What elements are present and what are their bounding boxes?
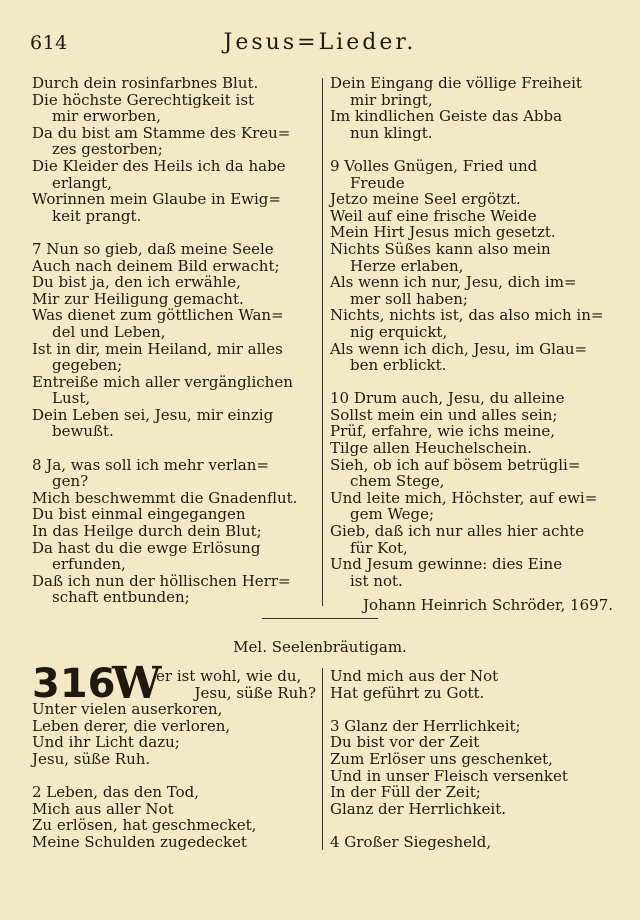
- verse-line: Jetzo meine Seel ergötzt.: [330, 190, 521, 209]
- verse-line: Du bist vor der Zeit: [330, 733, 480, 752]
- verse-line: erfunden,: [52, 555, 126, 574]
- verse-line: Und ihr Licht dazu;: [32, 733, 180, 752]
- author-attribution: Johann Heinrich Schröder, 1697.: [363, 596, 613, 615]
- verse-8-line: 8 Ja, was soll ich mehr verlan=: [32, 455, 269, 474]
- verse-line: Und leite mich, Höchster, auf ewi=: [330, 488, 598, 507]
- verse-line: Mein Hirt Jesus mich gesetzt.: [330, 223, 556, 242]
- verse-line: Nichts, nichts ist, das also mich in=: [330, 306, 604, 325]
- verse-line: mir erworben,: [52, 107, 161, 126]
- hymn-316-opening: [156, 668, 316, 701]
- verse-line: Was dienet zum göttlichen Wan=: [32, 306, 284, 325]
- verse-line: chem Stege,: [350, 472, 445, 491]
- verse-line: Jesu, süße Ruh.: [32, 749, 151, 768]
- verse-line: bewußt.: [52, 422, 114, 441]
- verse-line: Herze erlaben,: [350, 256, 464, 275]
- verse-line: gen?: [52, 472, 89, 491]
- left-column: [32, 75, 317, 606]
- verse-line: Lust,: [52, 389, 91, 408]
- verse-line: Und Jesum gewinne: dies Eine: [330, 555, 563, 574]
- hymn-316-heading: [32, 658, 317, 709]
- hymn-316-right-column: [330, 668, 615, 851]
- verse-line: Glanz der Herrlichkeit.: [330, 799, 506, 818]
- verse-line: Weil auf eine frische Weide: [330, 206, 537, 225]
- running-title: Jesus=Lieder.: [223, 30, 417, 55]
- verse-line: zes gestorben;: [52, 140, 163, 159]
- verse-line: Entreiße mich aller vergänglichen: [32, 372, 293, 391]
- hymn-number: 316: [32, 661, 116, 707]
- verse-line: Sieh, ob ich auf bösem betrügli=: [330, 455, 581, 474]
- verse-line: Daß ich nun der höllischen Herr=: [32, 571, 291, 590]
- verse-line: Die Kleider des Heils ich da habe: [32, 156, 286, 175]
- verse-line: Zu erlösen, hat geschmecket,: [32, 816, 257, 835]
- verse-line: ist not.: [350, 571, 403, 590]
- verse-line: Leben derer, die verloren,: [32, 716, 231, 735]
- verse-10-line: 10 Drum auch, Jesu, du alleine: [330, 389, 565, 408]
- verse-line: Hat geführt zu Gott.: [330, 683, 485, 702]
- verse-line: Du bist einmal eingegangen: [32, 505, 246, 524]
- verse-line: In das Heilge durch dein Blut;: [32, 522, 262, 541]
- verse-line: Da du bist am Stamme des Kreu=: [32, 123, 291, 142]
- verse-line: Im kindlichen Geiste das Abba: [330, 107, 563, 126]
- verse-line: Mir zur Heiligung gemacht.: [32, 289, 244, 308]
- verse-line: Mich beschwemmt die Gnadenflut.: [32, 488, 298, 507]
- verse-line: Zum Erlöser uns geschenket,: [330, 749, 553, 768]
- right-column: [330, 75, 615, 614]
- verse-line: Tilge allen Heuchelschein.: [330, 439, 532, 458]
- column-divider-bottom: [322, 668, 323, 850]
- melody-indication: Mel. Seelenbräutigam.: [233, 638, 407, 656]
- verse-line: Auch nach deinem Bild erwacht;: [32, 256, 280, 275]
- verse-line: Dein Eingang die völlige Freiheit: [330, 74, 582, 92]
- drop-cap-initial: W: [112, 658, 162, 709]
- verse-line: nun klingt.: [350, 123, 433, 142]
- verse-2-line: 2 Leben, das den Tod,: [32, 783, 199, 802]
- verse-line: In der Füll der Zeit;: [330, 783, 481, 802]
- verse-line: Mich aus aller Not: [32, 799, 174, 818]
- verse-line: erlangt,: [52, 173, 112, 192]
- page-number: 614: [30, 32, 68, 54]
- verse-line: Dein Leben sei, Jesu, mir einzig: [32, 405, 274, 424]
- verse-line: Da hast du die ewge Erlösung: [32, 538, 261, 557]
- verse-line: Gieb, daß ich nur alles hier achte: [330, 522, 585, 541]
- verse-line: nig erquickt,: [350, 322, 448, 341]
- verse-line: mer soll haben;: [350, 289, 468, 308]
- verse-line: Jesu, süße Ruh?: [194, 683, 316, 702]
- verse-line: Nichts Süßes kann also mein: [330, 239, 551, 258]
- verse-line: Durch dein rosinfarbnes Blut.: [32, 74, 259, 92]
- verse-line: ben erblickt.: [350, 356, 447, 375]
- verse-line: Und in unser Fleisch versenket: [330, 766, 568, 785]
- verse-line: schaft entbunden;: [52, 588, 190, 607]
- verse-line: Worinnen mein Glaube in Ewig=: [32, 190, 281, 209]
- verse-line: gegeben;: [52, 356, 123, 375]
- verse-line: Du bist ja, den ich erwähle,: [32, 273, 241, 292]
- verse-4-line: 4 Großer Siegesheld,: [330, 832, 492, 851]
- verse-3-line: 3 Glanz der Herrlichkeit;: [330, 716, 521, 735]
- section-divider: [262, 618, 378, 619]
- hymn-316-left-column: [32, 658, 317, 851]
- verse-line: gem Wege;: [350, 505, 435, 524]
- verse-line: Ist in dir, mein Heiland, mir alles: [32, 339, 283, 358]
- verse-line: Meine Schulden zugedecket: [32, 832, 247, 851]
- verse-line: Die höchste Gerechtigkeit ist: [32, 90, 255, 109]
- column-divider-top: [322, 78, 323, 606]
- verse-line: Und mich aus der Not: [330, 667, 499, 685]
- verse-line: mir bringt,: [350, 90, 433, 109]
- verse-line: keit prangt.: [52, 206, 142, 225]
- verse-line: für Kot,: [350, 538, 408, 557]
- verse-9-line: 9 Volles Gnügen, Fried und: [330, 156, 538, 175]
- verse-line: er ist wohl, wie du,: [156, 667, 302, 685]
- verse-line: Freude: [350, 173, 405, 192]
- verse-line: Als wenn ich nur, Jesu, dich im=: [330, 273, 577, 292]
- verse-line: Als wenn ich dich, Jesu, im Glau=: [330, 339, 588, 358]
- page-header: [30, 30, 610, 60]
- verse-7-line: 7 Nun so gieb, daß meine Seele: [32, 239, 274, 258]
- verse-line: Prüf, erfahre, wie ichs meine,: [330, 422, 556, 441]
- verse-line: Sollst mein ein und alles sein;: [330, 405, 558, 424]
- verse-line: Unter vielen auserkoren,: [32, 700, 223, 719]
- verse-line: del und Leben,: [52, 322, 166, 341]
